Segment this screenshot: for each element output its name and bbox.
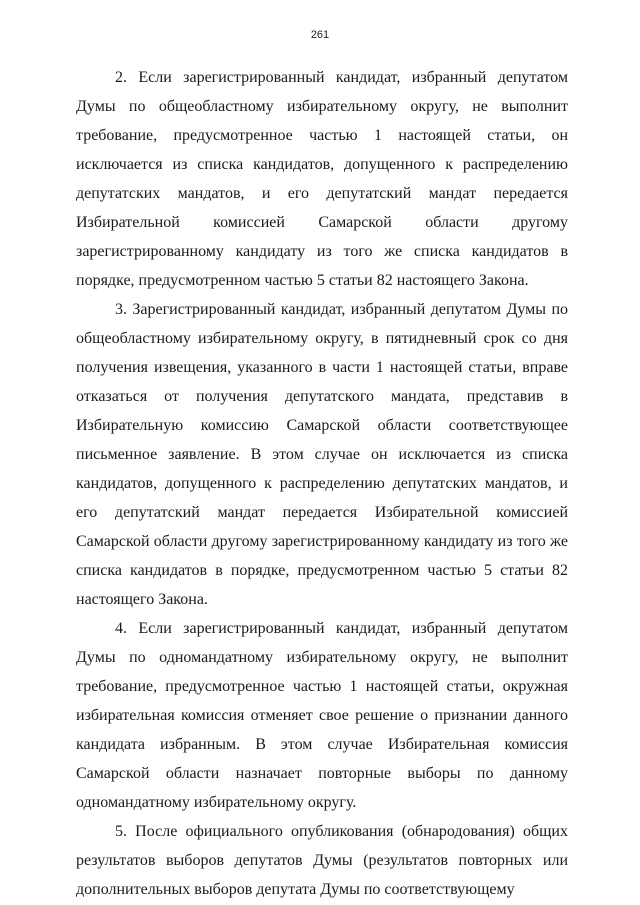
paragraph-2: 2. Если зарегистрированный кандидат, избранный депутатом Думы по общеобластному избирательному округу, не выполнит требование, предусмотренное частью 1 настоящей статьи, он исключается из списка кандидатов, допущенного к распределению депутатских мандатов, и его депутатский мандат передается Избирательной комиссией Самарской области другому зарегистрированному кандидату из того же списка кандидатов в порядке, предусмотренном частью 5 статьи 82 настоящего Закона.	[76, 69, 568, 289]
paragraph-4: 4. Если зарегистрированный кандидат, избранный депутатом Думы по одномандатному избирательному округу, не выполнит требование, предусмотренное частью 1 настоящей статьи, окружная избирательная комиссия отменяет свое решение о признании данного кандидата избранным. В этом случае Избирательная комиссия Самарской области назначает повторные выборы по данному одномандатному избирательному округу.	[76, 620, 568, 811]
document-body	[76, 63, 568, 904]
page-number: 261	[310, 29, 330, 41]
paragraph-5: 5. После официального опубликования (обнародования) общих результатов выборов депутатов Думы (результатов повторных или дополнительных выборов депутата Думы по соответствующему	[76, 823, 568, 898]
paragraph-3: 3. Зарегистрированный кандидат, избранный депутатом Думы по общеобластному избирательному округу, в пятидневный срок со дня получения извещения, указанного в части 1 настоящей статьи, вправе отказаться от получения депутатского мандата, представив в Избирательную комиссию Самарской области соответствующее письменное заявление. В этом случае он исключается из списка кандидатов, допущенного к распределению депутатских мандатов, и его депутатский мандат передается Избирательной комиссией Самарской области другому зарегистрированному кандидату из того же списка кандидатов в порядке, предусмотренном частью 5 статьи 82 настоящего Закона.	[76, 301, 568, 608]
